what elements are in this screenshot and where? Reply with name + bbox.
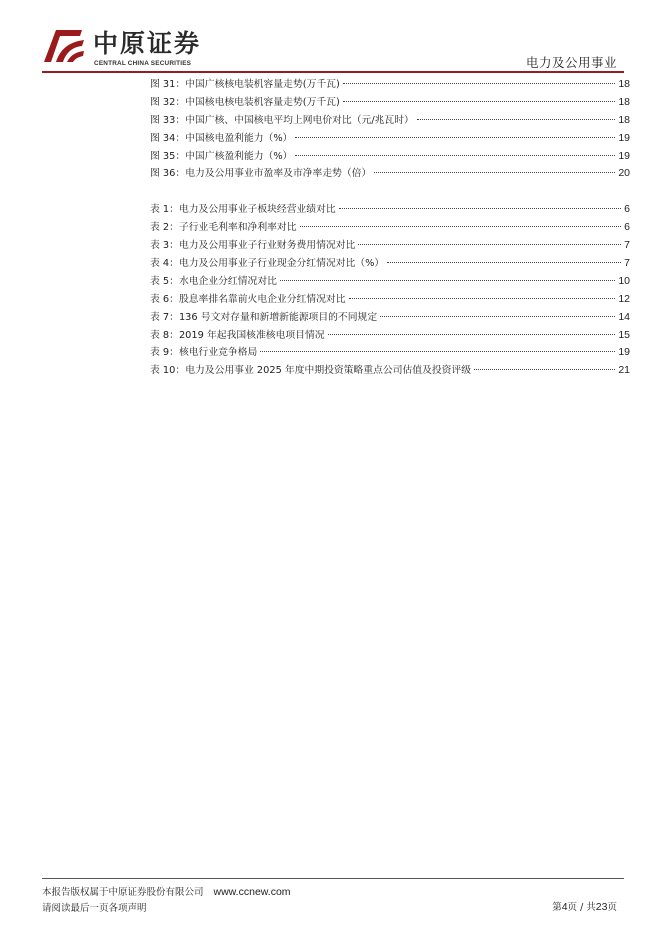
toc-table-entry[interactable]	[150, 362, 630, 380]
entry-page-number: 18	[618, 78, 630, 90]
entry-label: 表 8：	[150, 329, 179, 341]
dot-leader	[328, 333, 616, 335]
table-list	[150, 201, 630, 380]
entry-title: 股息率排名靠前火电企业分红情况对比	[178, 293, 346, 305]
dot-leader	[343, 82, 616, 84]
page-header	[0, 0, 662, 72]
entry-page-number: 6	[624, 203, 630, 216]
dot-leader	[295, 154, 615, 156]
entry-page-number: 18	[618, 113, 630, 126]
current-page: 4	[561, 901, 568, 913]
entry-page-number: 21	[618, 364, 630, 377]
dot-leader	[295, 136, 615, 138]
dot-leader	[474, 368, 615, 370]
toc-table-entry[interactable]	[150, 237, 630, 255]
table-of-contents	[150, 76, 630, 380]
section-title: 电力及公用事业	[525, 55, 617, 70]
entry-page-number: 18	[618, 95, 630, 108]
toc-table-entry[interactable]	[150, 201, 630, 219]
entry-label: 表 6：	[150, 293, 179, 305]
entry-label: 图 36：	[150, 168, 186, 180]
entry-page-number: 12	[618, 292, 630, 305]
entry-label: 表 4：	[150, 258, 179, 270]
entry-title: 电力及公用事业子行业现金分红情况对比（%）	[178, 258, 385, 270]
toc-table-entry[interactable]	[150, 273, 630, 291]
entry-page-number: 19	[618, 131, 630, 144]
entry-title: 中国广核盈利能力（%）	[185, 150, 293, 162]
entry-label: 图 33：	[150, 114, 186, 126]
entry-label: 图 31：	[150, 79, 186, 90]
entry-title: 2019 年起我国核准核电项目情况	[178, 329, 325, 341]
toc-table-entry[interactable]	[150, 291, 630, 309]
dot-leader	[374, 171, 615, 173]
page-suffix: 页	[607, 902, 617, 913]
toc-figure-entry[interactable]	[150, 94, 630, 112]
entry-label: 表 7：	[150, 311, 179, 323]
zhongyuan-logo-icon	[42, 26, 88, 66]
toc-figure-entry[interactable]	[150, 112, 630, 130]
entry-page-number: 14	[618, 310, 630, 323]
dot-leader	[417, 118, 615, 120]
toc-table-entry[interactable]	[150, 309, 630, 327]
entry-label: 表 1：	[150, 204, 179, 216]
entry-page-number: 19	[618, 346, 630, 359]
entry-label: 图 34：	[150, 132, 186, 144]
toc-table-entry[interactable]	[150, 219, 630, 237]
dot-leader	[300, 225, 622, 227]
figure-list	[150, 76, 630, 183]
entry-page-number: 20	[618, 167, 630, 180]
total-pages: 23	[595, 901, 608, 913]
entry-label: 表 10：	[150, 365, 186, 377]
entry-title: 中国广核核电装机容量走势(万千瓦)	[185, 79, 340, 90]
entry-title: 水电企业分红情况对比	[178, 275, 277, 287]
list-spacer	[150, 183, 630, 201]
entry-page-number: 10	[618, 274, 630, 287]
entry-page-number: 7	[624, 239, 630, 252]
entry-label: 图 32：	[150, 96, 186, 108]
toc-figure-entry[interactable]	[150, 148, 630, 166]
dot-leader	[280, 279, 615, 281]
entry-title: 中国核电盈利能力（%）	[185, 132, 293, 144]
toc-figure-entry[interactable]	[150, 76, 630, 94]
dot-leader	[343, 100, 616, 102]
header-divider	[42, 71, 624, 73]
entry-page-number: 6	[624, 221, 630, 234]
entry-label: 表 5：	[150, 275, 179, 287]
page-mid: 页 / 共	[567, 902, 596, 913]
toc-figure-entry[interactable]	[150, 165, 630, 183]
entry-page-number: 19	[618, 149, 630, 162]
entry-label: 图 35：	[150, 150, 186, 162]
toc-figure-entry[interactable]	[150, 130, 630, 148]
copyright-text: 本报告版权属于中原证券股份有限公司	[42, 887, 204, 898]
dot-leader	[260, 350, 615, 352]
entry-label: 表 9：	[150, 347, 179, 359]
entry-title: 136 号文对存量和新增新能源项目的不同规定	[178, 311, 378, 323]
entry-title: 中国核电核电装机容量走势(万千瓦)	[185, 96, 340, 108]
dot-leader	[349, 297, 616, 299]
toc-table-entry[interactable]	[150, 344, 630, 362]
dot-leader	[339, 207, 621, 209]
footer-left	[42, 884, 291, 917]
dot-leader	[358, 243, 621, 245]
entry-title: 电力及公用事业市盈率及市净率走势（倍）	[185, 168, 372, 180]
dot-leader	[380, 315, 615, 317]
entry-title: 电力及公用事业 2025 年度中期投资策略重点公司估值及投资评级	[185, 365, 472, 377]
entry-label: 表 2：	[150, 222, 179, 234]
footer-divider	[42, 878, 624, 879]
entry-title: 电力及公用事业子行业财务费用情况对比	[178, 240, 356, 252]
page-prefix: 第	[552, 902, 562, 913]
toc-table-entry[interactable]	[150, 327, 630, 345]
entry-label: 表 3：	[150, 240, 179, 252]
dot-leader	[387, 261, 621, 263]
website-link[interactable]: www.ccnew.com	[213, 886, 291, 898]
entry-title: 子行业毛利率和净利率对比	[178, 222, 297, 234]
entry-title: 核电行业竞争格局	[178, 347, 258, 359]
page-number	[552, 899, 617, 913]
toc-table-entry[interactable]	[150, 255, 630, 273]
entry-page-number: 15	[618, 328, 630, 341]
entry-title: 中国广核、中国核电平均上网电价对比（元/兆瓦时）	[185, 114, 414, 126]
entry-page-number: 7	[624, 257, 630, 270]
disclaimer-text: 请阅读最后一页各项声明	[42, 903, 147, 914]
entry-title: 电力及公用事业子板块经营业绩对比	[178, 204, 336, 216]
logo-english-name: CENTRAL CHINA SECURITIES	[94, 60, 192, 67]
logo-chinese-name: 中原证券	[93, 29, 202, 58]
